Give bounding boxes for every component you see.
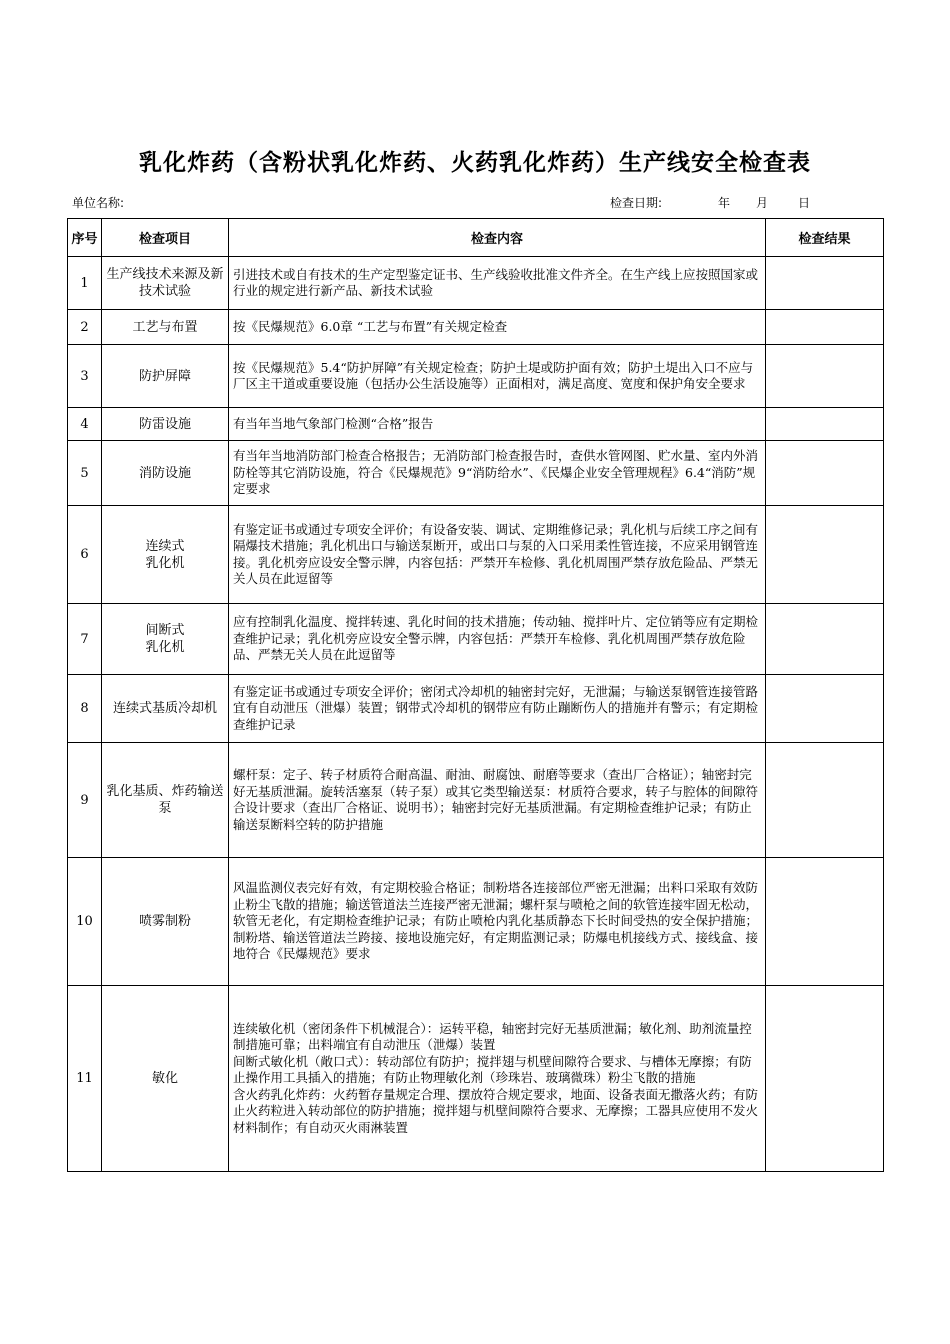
month-label: 月 (756, 196, 769, 210)
row-content: 有鉴定证书或通过专项安全评价；有设备安装、调试、定期维修记录；乳化机与后续工序之间有隔爆技术措施；乳化机出口与输送泵断开，或出口与泵的入口采用柔性管连接，不应采用钢管连接。乳化机旁应设安全警示牌，内容包括：严禁开车检修、乳化机周围严禁存放危险品、严禁无关人员在此逗留等 (229, 506, 766, 604)
row-item: 工艺与布置 (102, 310, 229, 345)
table-header-row (68, 219, 884, 257)
row-item: 消防设施 (102, 441, 229, 506)
row-content: 有当年当地气象部门检测“合格”报告 (229, 408, 766, 441)
row-item: 乳化基质、炸药输送泵 (102, 743, 229, 858)
year-label: 年 (718, 196, 731, 210)
inspection-table (67, 218, 884, 1172)
row-result-cell[interactable] (766, 986, 884, 1172)
row-content: 风温监测仪表完好有效，有定期校验合格证；制粉塔各连接部位严密无泄漏；出料口采取有效防止粉尘飞散的措施；输送管道法兰连接严密无泄漏；螺杆泵与喷枪之间的软管连接牢固无松动，软管无老化，有定期检查维护记录；有防止喷枪内乳化基质静态下长时间受热的安全保护措施；制粉塔、输送管道法兰跨接、接地设施完好，有定期监测记录；防爆电机接线方式、接线盒、接地符合《民爆规范》要求 (229, 858, 766, 986)
row-result-cell[interactable] (766, 441, 884, 506)
row-content: 有当年当地消防部门检查合格报告；无消防部门检查报告时，查供水管网图、贮水量、室内外消防栓等其它消防设施，符合《民爆规范》9“消防给水”、《民爆企业安全管理规程》6.4“消防”规定要求 (229, 441, 766, 506)
table-row (68, 441, 884, 506)
header-item: 检查项目 (102, 219, 229, 257)
row-no: 1 (68, 257, 102, 310)
table-row (68, 506, 884, 604)
row-result-cell[interactable] (766, 345, 884, 408)
row-item: 喷雾制粉 (102, 858, 229, 986)
row-result-cell[interactable] (766, 257, 884, 310)
row-item: 生产线技术来源及新技术试验 (102, 257, 229, 310)
row-item: 防雷设施 (102, 408, 229, 441)
row-no: 4 (68, 408, 102, 441)
table-row (68, 310, 884, 345)
row-no: 2 (68, 310, 102, 345)
row-no: 3 (68, 345, 102, 408)
table-row (68, 986, 884, 1172)
table-row (68, 604, 884, 675)
header-no: 序号 (68, 219, 102, 257)
row-no: 6 (68, 506, 102, 604)
row-content: 有鉴定证书或通过专项安全评价；密闭式冷却机的轴密封完好，无泄漏；与输送泵钢管连接管路宜有自动泄压（泄爆）装置；钢带式冷却机的钢带应有防止蹦断伤人的措施并有警示；有定期检查维护记录 (229, 675, 766, 743)
check-date (610, 194, 810, 211)
row-result-cell[interactable] (766, 310, 884, 345)
row-no: 8 (68, 675, 102, 743)
row-item: 敏化 (102, 986, 229, 1172)
row-no: 11 (68, 986, 102, 1172)
row-content: 引进技术或自有技术的生产定型鉴定证书、生产线验收批准文件齐全。在生产线上应按照国家或行业的规定进行新产品、新技术试验 (229, 257, 766, 310)
row-result-cell[interactable] (766, 743, 884, 858)
row-content: 按《民爆规范》5.4“防护屏障”有关规定检查；防护土堤或防护面有效；防护土堤出入口不应与厂区主干道或重要设施（包括办公生活设施等）正面相对，满足高度、宽度和保护角安全要求 (229, 345, 766, 408)
row-no: 9 (68, 743, 102, 858)
day-label: 日 (798, 196, 811, 210)
row-result-cell[interactable] (766, 858, 884, 986)
row-no: 10 (68, 858, 102, 986)
table-row (68, 257, 884, 310)
row-content: 应有控制乳化温度、搅拌转速、乳化时间的技术措施；传动轴、搅拌叶片、定位销等应有定期检查维护记录；乳化机旁应设安全警示牌，内容包括：严禁开车检修、乳化机周围严禁存放危险品、严禁无关人员在此逗留等 (229, 604, 766, 675)
row-item: 连续式基质冷却机 (102, 675, 229, 743)
row-result-cell[interactable] (766, 604, 884, 675)
row-content: 螺杆泵：定子、转子材质符合耐高温、耐油、耐腐蚀、耐磨等要求（查出厂合格证）；轴密封完好无基质泄漏。旋转活塞泵（转子泵）或其它类型输送泵：材质符合要求，转子与腔体的间隙符合设计要求（查出厂合格证、说明书）；轴密封完好无基质泄漏。有定期检查维护记录；有防止输送泵断料空转的防护措施 (229, 743, 766, 858)
table-row (68, 345, 884, 408)
row-result-cell[interactable] (766, 675, 884, 743)
check-date-label: 检查日期: (610, 196, 663, 210)
row-result-cell[interactable] (766, 506, 884, 604)
row-result-cell[interactable] (766, 408, 884, 441)
table-row (68, 858, 884, 986)
table-row (68, 675, 884, 743)
table-row (68, 743, 884, 858)
row-item: 防护屏障 (102, 345, 229, 408)
row-item: 连续式 乳化机 (102, 506, 229, 604)
table-row (68, 408, 884, 441)
row-no: 7 (68, 604, 102, 675)
row-no: 5 (68, 441, 102, 506)
row-content: 按《民爆规范》6.0章 “工艺与布置”有关规定检查 (229, 310, 766, 345)
row-content: 连续敏化机（密闭条件下机械混合）：运转平稳，轴密封完好无基质泄漏；敏化剂、助剂流量控制措施可靠；出料端宜有自动泄压（泄爆）装置 间断式敏化机（敞口式）：转动部位有防护；搅拌翅与机壁间隙符合要求、与槽体无摩擦；有防止操作用工具插入的措施；有防止物理敏化剂（珍珠岩、玻璃微珠）粉尘飞散的措施 含火药乳化炸药：火药暂存量规定合理、摆放符合规定要求，地面、设备表面无撒落火药；有防止火药粒进入转动部位的防护措施；搅拌翅与机壁间隙符合要求、无摩擦；工器具应使用不发火材料制作；有自动灭火雨淋装置 (229, 986, 766, 1172)
header-result: 检查结果 (766, 219, 884, 257)
row-item: 间断式 乳化机 (102, 604, 229, 675)
unit-name-label: 单位名称: (72, 196, 125, 210)
header-content: 检查内容 (229, 219, 766, 257)
page-title: 乳化炸药（含粉状乳化炸药、火药乳化炸药）生产线安全检查表 (139, 150, 811, 176)
